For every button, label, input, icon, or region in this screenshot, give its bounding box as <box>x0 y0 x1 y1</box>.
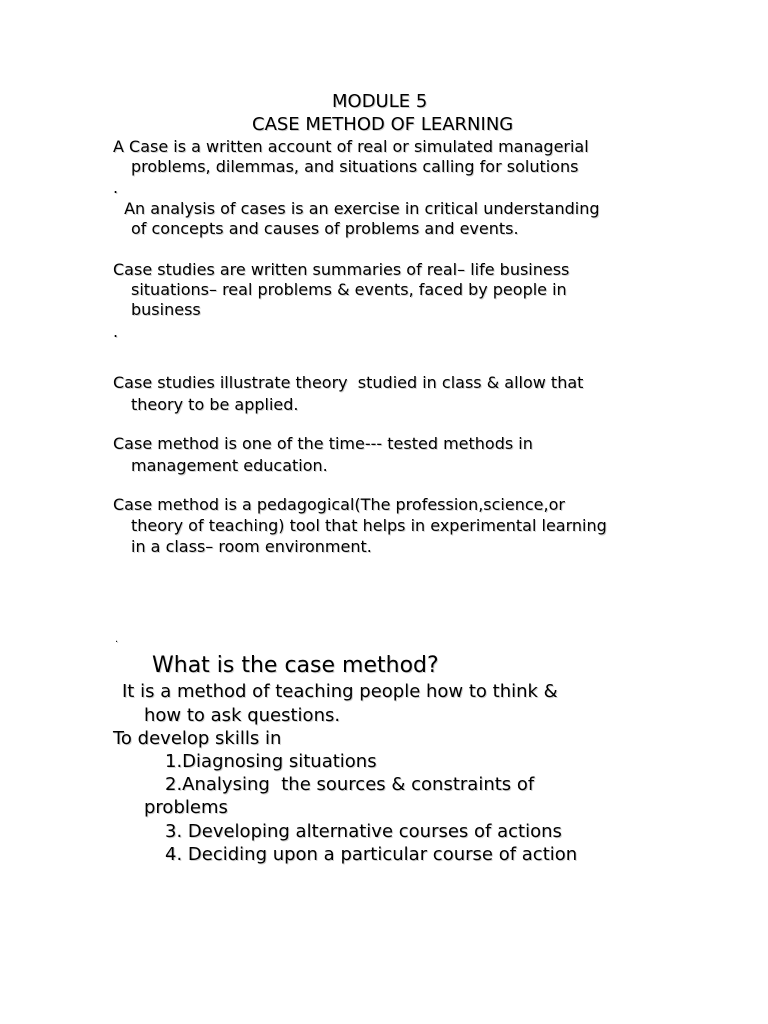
paragraph-3-line-3: business <box>131 300 201 319</box>
paragraph-5-line-2: management education. <box>131 456 328 475</box>
paragraph-3-line-1: Case studies are written summaries of real– life business <box>113 260 570 279</box>
paragraph-4-line-1: Case studies illustrate theory studied in class & allow that <box>113 373 584 392</box>
skill-item-2-line-2: problems <box>144 797 228 818</box>
paragraph-2-line-2: of concepts and causes of problems and events. <box>131 219 519 238</box>
intro-line-1: It is a method of teaching people how to think & <box>122 681 558 702</box>
skill-item-2-line-1: 2.Analysing the sources & constraints of <box>165 774 535 795</box>
stray-dot: . <box>115 634 119 645</box>
skill-item-4: 4. Deciding upon a particular course of action <box>165 844 578 865</box>
stray-dot: . <box>113 178 119 197</box>
stray-dot: . <box>113 322 119 341</box>
paragraph-1-line-1: A Case is a written account of real or simulated managerial <box>113 137 589 156</box>
paragraph-3-line-2: situations– real problems & events, faced by people in <box>131 280 567 299</box>
paragraph-4-line-2: theory to be applied. <box>131 395 299 414</box>
page-title: CASE METHOD OF LEARNING <box>252 114 514 135</box>
paragraph-1-line-2: problems, dilemmas, and situations calling for solutions <box>131 157 579 176</box>
skill-item-3: 3. Developing alternative courses of actions <box>165 821 562 842</box>
skills-lead: To develop skills in <box>113 728 282 749</box>
paragraph-6-line-3: in a class– room environment. <box>131 537 372 556</box>
skill-item-1: 1.Diagnosing situations <box>165 751 377 772</box>
paragraph-6-line-2: theory of teaching) tool that helps in experimental learning <box>131 516 607 535</box>
paragraph-6-line-1: Case method is a pedagogical(The profession,science,or <box>113 495 565 514</box>
section-heading: What is the case method? <box>152 653 439 678</box>
intro-line-2: how to ask questions. <box>144 705 341 726</box>
module-label: MODULE 5 <box>332 91 428 112</box>
paragraph-2-line-1: An analysis of cases is an exercise in critical understanding <box>119 199 600 218</box>
paragraph-5-line-1: Case method is one of the time--- tested methods in <box>113 434 533 453</box>
